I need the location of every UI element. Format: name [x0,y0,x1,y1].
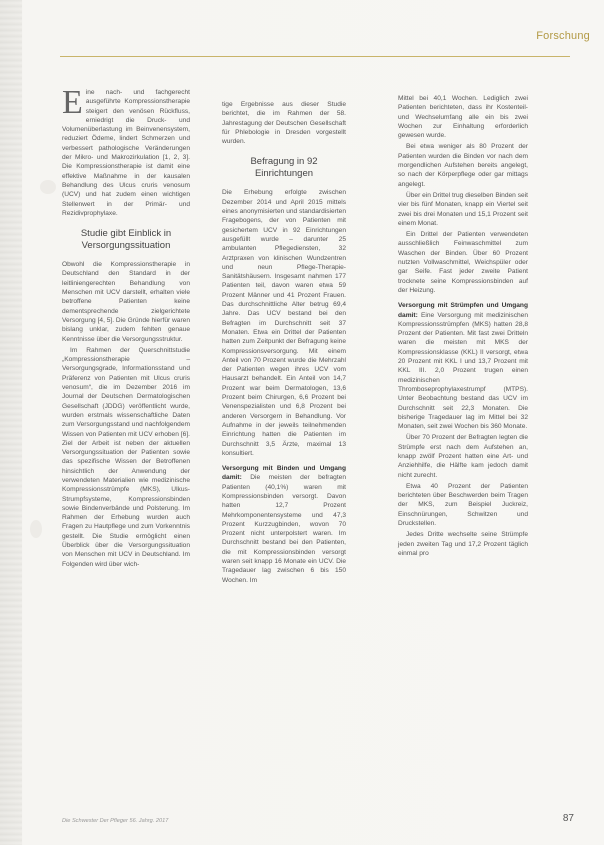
header-rule [60,56,570,57]
paragraph: Bei etwa weniger als 80 Prozent der Patienten wurden die Binden vor nach dem morgendlichen Aufstehen bereits angelegt, so nach der Körperpflege oder gar mittags angelegt. [398,143,528,188]
heading-studie: Studie gibt Einblick in Versorgungssituation [80,228,172,252]
paragraph: Im Rahmen der Querschnittstudie „Kompressionstherapie – Versorgungsgrade, Informationsstand und Präferenz von Patienten mit Ulcus cruris venosum“, die im Dezember 2016 im Journal der Deutschen Dermatologischen Gesellschaft (JDDG) veröffentlicht wurde, wurden erstmals wissenschaftliche Daten zum Versorgungsstand und nachfolgendem Wissen von Patienten mit UCV erhoben [6]. Ziel der Arbeit ist neben der aktuellen Versorgungssituation der Patienten sowie das spezifische Wissen der Betroffenen hinsichtlich der Anwendung der verwendeten Materialien wie medizinische Kompressionsstrümpfe (MKS), Ulkus-Strumpfsysteme, Kompressionsbinden sowie Bindenverbände und Polsterung. Im Rahmen der Erhebung wurden auch Fragen zu Hautpflege und zum Vorkenntnis gestellt. Die Studie ermöglicht einen Überblick über die Versorgungssituation von Menschen mit UCV in Deutschland. Im Folgenden wird über wich- [62,346,190,568]
paragraph-text: Die meisten der befragten Patienten (40,1%) waren mit Kompressionsbinden versorgt. Davon hatten 12,7 Prozent Mehrkomponentensysteme und 47,3 Prozent Kurzzugbinden, wovon 70 Prozent nicht unterpolstert waren. Im Durchschnitt bestand bei den Patienten, die mit Kompressionsbinden versorgt waren seit knapp 16 Monate ein UCV. Die Tragedauer lag zwischen 6 bis 150 Wochen. Im [222,474,346,584]
article-column-3 [398,94,528,560]
article-column-2 [222,100,346,587]
paragraph-struempfe [398,301,528,431]
drop-cap: E [62,84,83,121]
section-label: Forschung [536,30,590,42]
journal-footer: Die Schwester Der Pfleger 56. Jahrg. 2017 [62,818,169,824]
subheading-binden: Versorgung mit Binden und Umgang damit: [222,465,346,482]
article-column-1 [62,84,190,571]
subheading-struempfe: Versorgung mit Strümpfen und Umgang damit: [398,302,528,319]
paper-stain [40,180,56,194]
paragraph: Etwa 40 Prozent der Patienten berichteten über Beschwerden beim Tragen der MKS, zum Beispiel Juckreiz, Einschnürungen, Schwitzen und Druckstellen. [398,482,528,528]
paragraph: Obwohl die Kompressionstherapie in Deutschland den Standard in der leitliniengerechten Behandlung von Menschen mit UCV darstellt, erhalten viele betroffene Patienten keine dementsprechende zielgerichtete Versorgung [4, 5]. Die Gründe hierfür waren bislang unklar, zudem fehlten genaue Kenntnisse über die Versorgungsstruktur. [62,261,190,343]
paragraph-text: Eine Versorgung mit medizinischen Kompressionsstrümpfen (MKS) hatten 28,8 Prozent der Patienten. Mit fast zwei Dritteln waren die meisten mit MKS der Kompressionsklasse (KKL) II versorgt, etwa 20 Prozent mit KKL I und 13,7 Prozent mit KKL III. 2,0 Prozent trugen einen medizinischen Thromboseprophylaxestrumpf (MTPS). Unter Beobachtung bestand das UCV im Durchschnitt seit 22,3 Monaten. Die bisherige Tragedauer lag im Mittel bei 32 Monaten, seit zwei Wochen bis 360 Monate. [398,311,528,431]
intro-paragraph [62,84,190,218]
paper-stain [30,520,42,538]
paragraph: Über 70 Prozent der Befragten legten die Strümpfe erst nach dem Aufstehen an, knapp zwölf Prozent hatten eine Art- und Anziehhilfe, die Hälfte kam jedoch damit nicht zurecht. [398,434,528,479]
paragraph: Über ein Drittel trug dieselben Binden seit vier bis fünf Monaten, knapp ein Viertel seit zwei bis drei Monaten und 15,1 Prozent seit einem Monat. [398,191,528,227]
page-number: 87 [562,813,574,824]
paragraph: Mittel bei 40,1 Wochen. Lediglich zwei Patienten berichteten, dass ihr Kostenteil- und Wechselumfang alle ein bis zwei Wochen zur Einhaltung erforderlich gewesen wurde. [398,95,528,140]
paragraph: tige Ergebnisse aus dieser Studie berichtet, die im Rahmen der 58. Jahrestagung der Deutschen Gesellschaft für Phlebologie in Dresden vorgestellt wurden. [222,101,346,146]
heading-befragung: Befragung in 92 Einrichtungen [250,156,318,180]
intro-text: ine nach- und fachgerecht ausgeführte Kompressionstherapie steigert den venösen Rückfluss, erniedrigt die Druck- und Volumenüberlastung im Beinvenensystem, reduziert Ödeme, lindert Schmerzen und verbessert pathologische Veränderungen der Mikro- und Makrozirkulation [1, 2, 3]. Die Kompressionstherapie ist damit eine effektive Maßnahme in der kausalen Behandlung des Ulcus cruris venosum (UCV) und hat zudem einen wichtigen Stellenwert in der Primär- und Rezidivprophylaxe. [62,89,190,217]
page-binding-shadow [0,0,22,845]
paragraph: Ein Drittel der Patienten verwendeten ausschließlich Feinwaschmittel zum Waschen der Binden. Über 60 Prozent nutzten Vollwaschmittel, Weichspüler oder gar Seife. Fast jeder zweite Patient trocknete seine Kompressionsbinden auf der Heizung. [398,231,528,294]
paragraph-binden [222,464,346,585]
paragraph: Die Erhebung erfolgte zwischen Dezember 2014 und April 2015 mittels eines anonymisierten und standardisierten Fragebogens, der von Patienten mit gesichertem UCV in 92 Einrichtungen ausgefüllt wurde – darunter 25 ambulanten Pflegediensten, 32 Arztpraxen von klinischen Wundzentren und neun Pflege-Therapie-Sanitätshäusern. Insgesamt nahmen 177 Patienten teil, davon waren etwa 59 Prozent Männer und 41 Prozent Frauen. Das durchschnittliche Alter betrug 69,4 Jahre. Das UCV bestand bei den Befragten im Durchschnitt seit 37 Monaten. Etwa ein Drittel der Patienten hatten zum Zeitpunkt der Befragung keine Kompressionsversorgung. Mit einem Anteil von 70 Prozent wurde die Mehrzahl der Patienten wegen ihres UCV vom Hausarzt behandelt. Ein Anteil von 14,7 Prozent war beim Dermatologen, 13,6 Prozent beim Chirurgen, 6,6 Prozent bei Venenspezialisten und 6,8 Prozent bei anderen Versorgern in Behandlung. Vor Aufnahme in der jeweils teilnehmenden Einrichtung hatten die Patienten im Durchschnitt 3,5 Ärzte, maximal 13 konsultiert. [222,189,346,457]
paragraph: Jedes Dritte wechselte seine Strümpfe jeden zweiten Tag und 17,2 Prozent täglich einmal pro [398,531,528,557]
